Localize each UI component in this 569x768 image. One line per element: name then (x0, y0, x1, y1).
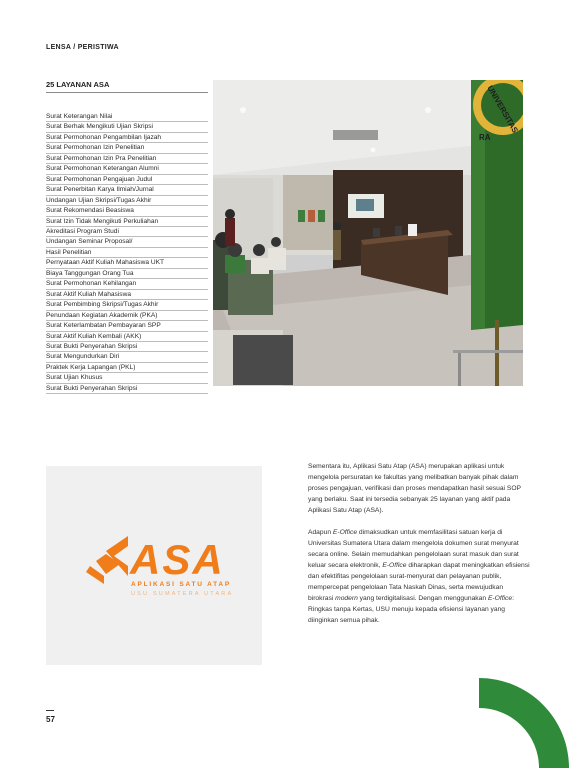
service-item: Pernyataan Aktif Kuliah Mahasiswa UKT (46, 258, 208, 268)
corner-arc-decoration (479, 678, 569, 768)
asa-tagline: APLIKASI SATU ATAP (131, 581, 232, 588)
event-photo (213, 80, 523, 386)
paragraph-1: Sementara itu, Aplikasi Satu Atap (ASA) merupakan aplikasi untuk mengelola persuratan ke fakultas yang melibatkan banyak pihak dalam proses pengajuan, verifikasi dan proses mendapatkan hasil sesuai SOP yang berlaku. Saat ini tersedia sebanyak 25 layanan yang aktif pada Aplikasi Satu Atap (ASA). (308, 463, 521, 514)
service-item: Surat Permohonan Pengajuan Judul (46, 175, 208, 185)
service-item: Surat Berhak Mengikuti Ujian Skripsi (46, 122, 208, 132)
article-body (308, 461, 530, 637)
section-label: LENSA / PERISTIWA (46, 44, 119, 51)
service-item: Undangan Ujian Skripsi/Tugas Akhir (46, 196, 208, 206)
service-item: Akreditasi Program Studi (46, 227, 208, 237)
service-item: Surat Aktif Kuliah Mahasiswa (46, 290, 208, 300)
paragraph-2: Adapun E-Office dimaksudkan untuk memfasilitasi satuan kerja di Universitas Sumatera Utara dalam mengelola dokumen surat menyurat secara online. Selain memudahkan pengelolaan surat masuk dan surat keluar secara elektronik, E-Office diharapkan dapat meningkatkan efisiensi dan efektifitas pengelolaan surat-menyurat dan pelayanan publik, mempercepat pengelolaan Tata Naskah Dinas, serta mewujudkan birokrasi modern yang terdigitalisasi. Dengan menggunakan E-Office: Ringkas tanpa Kertas, USU menuju kepada efisiensi layanan yang diinginkan semua pihak. (308, 529, 530, 624)
service-item: Hasil Penelitian (46, 248, 208, 258)
service-item: Surat Rekomendasi Beasiswa (46, 206, 208, 216)
service-item: Surat Keterangan Nilai (46, 112, 208, 122)
service-item: Surat Izin Tidak Mengikuti Perkuliahan (46, 217, 208, 227)
page-number: 57 (46, 715, 55, 724)
service-item: Surat Permohonan Keterangan Alumni (46, 164, 208, 174)
service-item: Surat Keterlambatan Pembayaran SPP (46, 321, 208, 331)
asa-logo-panel (46, 466, 262, 665)
service-item: Undangan Seminar Proposal/ (46, 237, 208, 247)
page-number-dash (46, 710, 54, 711)
asa-subtagline: USU SUMATERA UTARA (131, 591, 234, 597)
service-item: Biaya Tanggungan Orang Tua (46, 269, 208, 279)
asa-logo-mark-icon (86, 536, 128, 584)
service-item: Surat Penerbitan Karya Ilmiah/Jurnal (46, 185, 208, 195)
service-item: Surat Bukti Penyerahan Skripsi (46, 342, 208, 352)
service-item: Surat Aktif Kuliah Kembali (AKK) (46, 332, 208, 342)
services-title: 25 LAYANAN ASA (46, 80, 110, 89)
service-item: Surat Bukti Penyerahan Skripsi (46, 384, 208, 394)
service-item: Praktek Kerja Lapangan (PKL) (46, 363, 208, 373)
service-item: Penundaan Kegiatan Akademik (PKA) (46, 311, 208, 321)
flag-banner-text: UNIVERSITAS (485, 83, 520, 135)
service-item: Surat Ujian Khusus (46, 373, 208, 383)
flag-banner-text-2: RA (479, 133, 491, 142)
service-item: Surat Permohonan Pengambilan Ijazah (46, 133, 208, 143)
services-list (46, 112, 208, 394)
service-item: Surat Permohonan Kehilangan (46, 279, 208, 289)
title-divider (46, 92, 208, 93)
service-item: Surat Permohonan Izin Pra Penelitian (46, 154, 208, 164)
asa-wordmark: ASA (130, 536, 225, 583)
service-item: Surat Pembimbing Skripsi/Tugas Akhir (46, 300, 208, 310)
service-item: Surat Mengundurkan Diri (46, 352, 208, 362)
service-item: Surat Permohonan Izin Penelitian (46, 143, 208, 153)
